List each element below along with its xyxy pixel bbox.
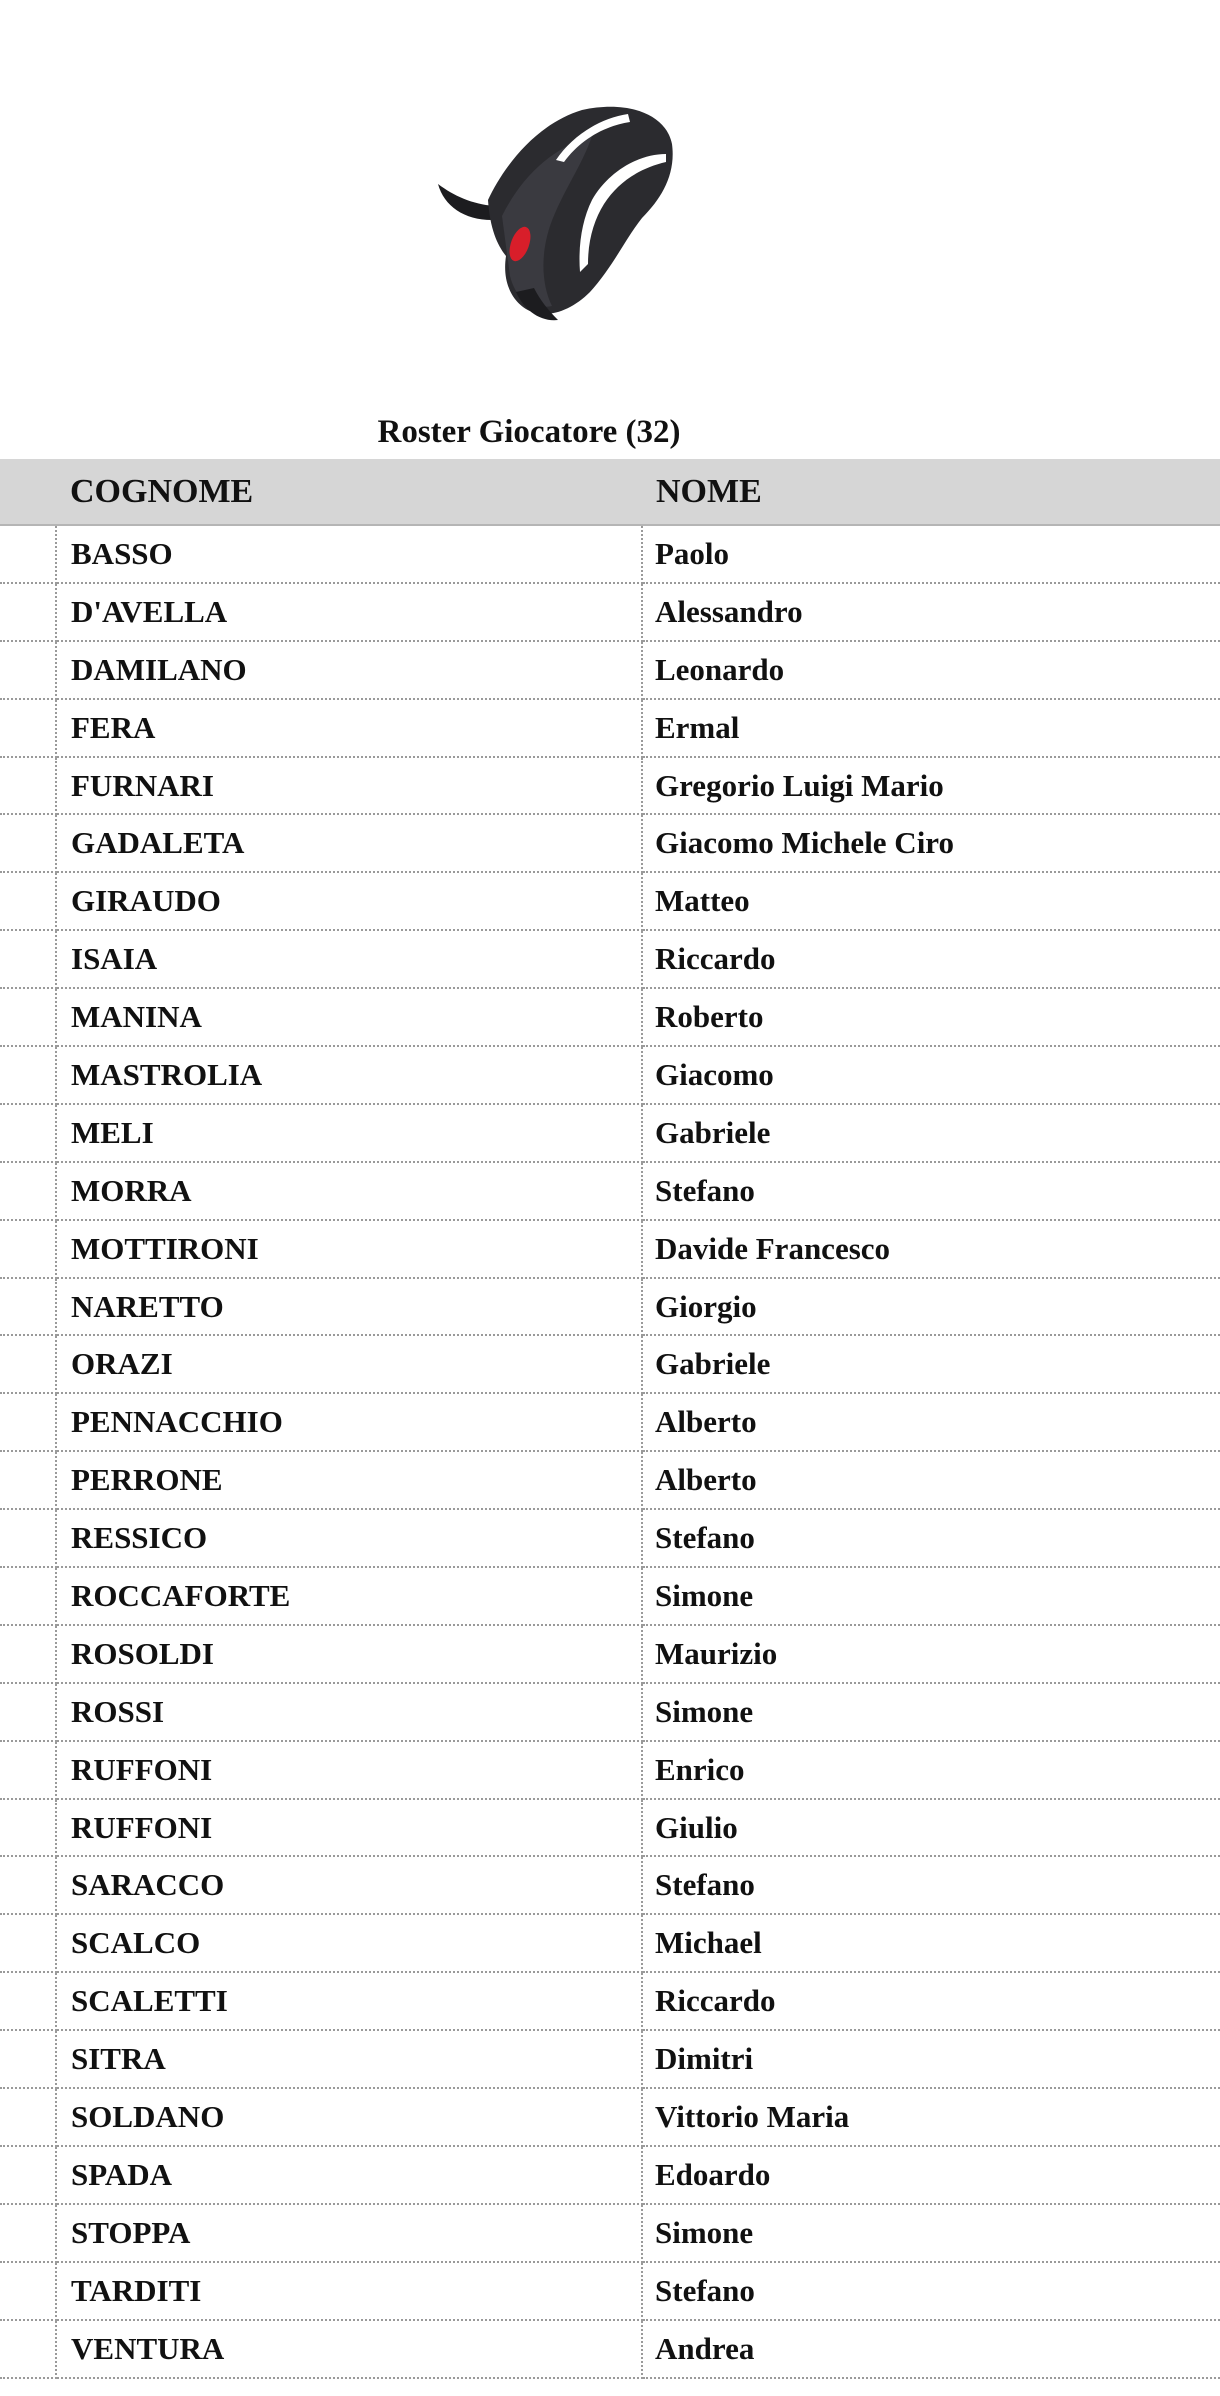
table-row (0, 2204, 1220, 2262)
table-row (0, 2030, 1220, 2088)
cell-cognome: ORAZI (56, 1335, 642, 1393)
cell-cognome: RESSICO (56, 1509, 642, 1567)
row-gutter (0, 2204, 56, 2262)
table-row (0, 1625, 1220, 1683)
cell-nome: Enrico (642, 1741, 1220, 1799)
cell-nome: Giorgio (642, 1278, 1220, 1336)
table-row (0, 1162, 1220, 1220)
table-row (0, 1856, 1220, 1914)
table-row (0, 641, 1220, 699)
table-row (0, 1683, 1220, 1741)
cell-cognome: RUFFONI (56, 1741, 642, 1799)
row-gutter (0, 872, 56, 930)
row-gutter (0, 525, 56, 583)
row-gutter (0, 1914, 56, 1972)
table-row (0, 525, 1220, 583)
row-gutter (0, 1104, 56, 1162)
cell-cognome: SCALETTI (56, 1972, 642, 2030)
bull-head-icon (432, 96, 684, 348)
row-gutter (0, 583, 56, 641)
cell-cognome: ROSSI (56, 1683, 642, 1741)
table-row (0, 2320, 1220, 2378)
cell-nome: Dimitri (642, 2030, 1220, 2088)
cell-nome: Edoardo (642, 2146, 1220, 2204)
row-gutter (0, 1567, 56, 1625)
table-row (0, 2088, 1220, 2146)
table-row (0, 2146, 1220, 2204)
row-gutter (0, 641, 56, 699)
table-row (0, 1972, 1220, 2030)
cell-nome: Davide Francesco (642, 1220, 1220, 1278)
cell-nome: Riccardo (642, 930, 1220, 988)
cell-cognome: GADALETA (56, 814, 642, 872)
cell-nome: Vittorio Maria (642, 2088, 1220, 2146)
cell-cognome: SPADA (56, 2146, 642, 2204)
cell-cognome: MOTTIRONI (56, 1220, 642, 1278)
cell-nome: Alessandro (642, 583, 1220, 641)
cell-cognome: ROSOLDI (56, 1625, 642, 1683)
cell-nome: Stefano (642, 1162, 1220, 1220)
row-gutter (0, 814, 56, 872)
table-row (0, 1914, 1220, 1972)
cell-nome: Michael (642, 1914, 1220, 1972)
column-header-cognome: COGNOME (56, 459, 642, 525)
cell-cognome: VENTURA (56, 2320, 642, 2378)
table-row (0, 1799, 1220, 1857)
cell-nome: Riccardo (642, 1972, 1220, 2030)
table-row (0, 988, 1220, 1046)
cell-cognome: D'AVELLA (56, 583, 642, 641)
table-body (0, 525, 1220, 2378)
page-title: Roster Giocatore (32) (377, 414, 681, 450)
table-row (0, 1104, 1220, 1162)
cell-nome: Ermal (642, 699, 1220, 757)
table-row (0, 1451, 1220, 1509)
table-row (0, 757, 1220, 815)
row-gutter (0, 699, 56, 757)
cell-cognome: SCALCO (56, 1914, 642, 1972)
cell-nome: Simone (642, 1683, 1220, 1741)
cell-cognome: MANINA (56, 988, 642, 1046)
cell-nome: Paolo (642, 525, 1220, 583)
cell-cognome: SITRA (56, 2030, 642, 2088)
cell-cognome: FURNARI (56, 757, 642, 815)
cell-cognome: TARDITI (56, 2262, 642, 2320)
row-gutter (0, 2262, 56, 2320)
cell-cognome: MORRA (56, 1162, 642, 1220)
cell-cognome: PENNACCHIO (56, 1393, 642, 1451)
column-header-nome: NOME (642, 459, 1220, 525)
row-gutter (0, 1220, 56, 1278)
cell-nome: Maurizio (642, 1625, 1220, 1683)
cell-cognome: GIRAUDO (56, 872, 642, 930)
row-gutter (0, 1683, 56, 1741)
cell-nome: Gabriele (642, 1335, 1220, 1393)
table-row (0, 1393, 1220, 1451)
table-header (0, 459, 1220, 525)
cell-nome: Matteo (642, 872, 1220, 930)
cell-cognome: FERA (56, 699, 642, 757)
cell-nome: Giacomo (642, 1046, 1220, 1104)
row-gutter (0, 1799, 56, 1857)
cell-cognome: RUFFONI (56, 1799, 642, 1857)
cell-nome: Andrea (642, 2320, 1220, 2378)
bull-horn (438, 184, 494, 220)
row-gutter (0, 1393, 56, 1451)
cell-nome: Leonardo (642, 641, 1220, 699)
table-row (0, 1335, 1220, 1393)
roster-table (0, 459, 1220, 2379)
cell-nome: Alberto (642, 1393, 1220, 1451)
table-row (0, 2262, 1220, 2320)
cell-nome: Simone (642, 1567, 1220, 1625)
row-gutter (0, 988, 56, 1046)
row-gutter (0, 1162, 56, 1220)
cell-cognome: NARETTO (56, 1278, 642, 1336)
cell-nome: Simone (642, 2204, 1220, 2262)
row-gutter (0, 2320, 56, 2378)
table-header-row (0, 459, 1220, 525)
table-row (0, 699, 1220, 757)
cell-cognome: STOPPA (56, 2204, 642, 2262)
row-gutter (0, 2030, 56, 2088)
table-row (0, 583, 1220, 641)
cell-nome: Stefano (642, 1509, 1220, 1567)
cell-cognome: SOLDANO (56, 2088, 642, 2146)
row-gutter (0, 2088, 56, 2146)
cell-cognome: MELI (56, 1104, 642, 1162)
cell-nome: Roberto (642, 988, 1220, 1046)
row-gutter (0, 2146, 56, 2204)
table-header-spacer (0, 459, 56, 525)
row-gutter (0, 930, 56, 988)
table-row (0, 1509, 1220, 1567)
cell-cognome: BASSO (56, 525, 642, 583)
table-row (0, 1567, 1220, 1625)
cell-cognome: SARACCO (56, 1856, 642, 1914)
cell-cognome: DAMILANO (56, 641, 642, 699)
row-gutter (0, 1278, 56, 1336)
table-row (0, 930, 1220, 988)
table-row (0, 1220, 1220, 1278)
cell-cognome: ISAIA (56, 930, 642, 988)
row-gutter (0, 1046, 56, 1104)
cell-nome: Gregorio Luigi Mario (642, 757, 1220, 815)
cell-nome: Stefano (642, 1856, 1220, 1914)
table-row (0, 1046, 1220, 1104)
row-gutter (0, 1451, 56, 1509)
cell-cognome: PERRONE (56, 1451, 642, 1509)
row-gutter (0, 1509, 56, 1567)
row-gutter (0, 1741, 56, 1799)
cell-nome: Gabriele (642, 1104, 1220, 1162)
cell-nome: Alberto (642, 1451, 1220, 1509)
cell-nome: Giulio (642, 1799, 1220, 1857)
table-row (0, 1741, 1220, 1799)
cell-nome: Giacomo Michele Ciro (642, 814, 1220, 872)
cell-cognome: MASTROLIA (56, 1046, 642, 1104)
table-row (0, 1278, 1220, 1336)
row-gutter (0, 1972, 56, 2030)
table-row (0, 872, 1220, 930)
cell-nome: Stefano (642, 2262, 1220, 2320)
row-gutter (0, 1856, 56, 1914)
cell-cognome: ROCCAFORTE (56, 1567, 642, 1625)
row-gutter (0, 757, 56, 815)
row-gutter (0, 1625, 56, 1683)
table-row (0, 814, 1220, 872)
row-gutter (0, 1335, 56, 1393)
